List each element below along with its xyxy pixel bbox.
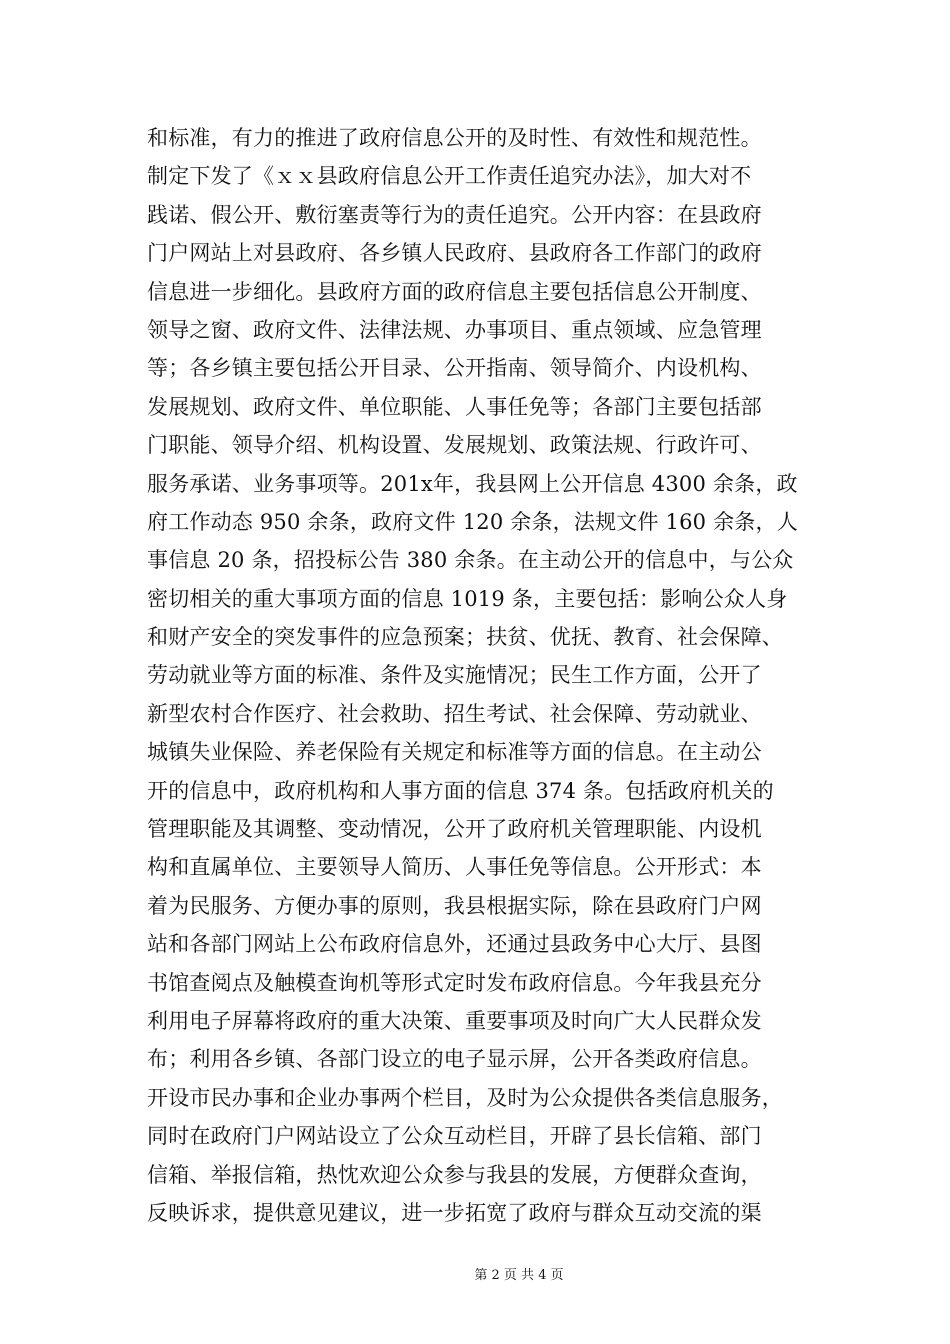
text-line: 书馆查阅点及触模查询机等形式定时发布政府信息。今年我县充分: [147, 970, 762, 995]
text-line: 劳动就业等方面的标准、条件及实施情况；民生工作方面，公开了: [147, 663, 762, 688]
text-line: 服务承诺、业务事项等。201x年，我县网上公开信息 4300 余条，政: [147, 471, 798, 496]
text-line: 信箱、举报信箱，热忱欢迎公众参与我县的发展，方便群众查询，: [147, 1162, 762, 1187]
text-line: 领导之窗、政府文件、法律法规、办事项目、重点领域、应急管理: [147, 317, 762, 342]
text-line: 府工作动态 950 余条，政府文件 120 余条，法规文件 160 余条，人: [147, 509, 798, 534]
text-line: 和财产安全的突发事件的应急预案；扶贫、优抚、教育、社会保障、: [147, 625, 783, 650]
page-number: 第 2 页 共 4 页: [474, 1268, 564, 1283]
text-line: 站和各部门网站上公布政府信息外，还通过县政务中心大厅、县图: [147, 932, 762, 957]
text-line: 门户网站上对县政府、各乡镇人民政府、县政府各工作部门的政府: [147, 241, 762, 266]
text-line: 管理职能及其调整、变动情况，公开了政府机关管理职能、内设机: [147, 817, 762, 842]
text-line: 信息进一步细化。县政府方面的政府信息主要包括信息公开制度、: [147, 279, 762, 304]
text-line: 门职能、领导介绍、机构设置、发展规划、政策法规、行政许可、: [147, 433, 762, 458]
text-line: 新型农村合作医疗、社会救助、招生考试、社会保障、劳动就业、: [147, 701, 762, 726]
text-line: 事信息 20 条，招投标公告 380 余条。在主动公开的信息中，与公众: [147, 548, 794, 573]
text-line: 着为民服务、方便办事的原则，我县根据实际，除在县政府门户网: [147, 893, 762, 918]
document-body: [147, 119, 807, 1232]
page-footer: [0, 1264, 950, 1283]
text-line: 构和直属单位、主要领导人简历、人事任免等信息。公开形式：本: [147, 855, 762, 880]
text-line: 布；利用各乡镇、各部门设立的电子显示屏，公开各类政府信息。: [147, 1047, 762, 1072]
text-line: 城镇失业保险、养老保险有关规定和标准等方面的信息。在主动公: [147, 740, 762, 765]
text-line: 践诺、假公开、敷衍塞责等行为的责任追究。公开内容：在县政府: [147, 202, 762, 227]
text-line: 制定下发了《ｘｘ县政府信息公开工作责任追究办法》，加大对不: [147, 164, 752, 189]
text-line: 开设市民办事和企业办事两个栏目，及时为公众提供各类信息服务，: [147, 1085, 783, 1110]
text-line: 同时在政府门户网站设立了公众互动栏目，开辟了县长信箱、部门: [147, 1124, 762, 1149]
text-line: 发展规划、政府文件、单位职能、人事任免等；各部门主要包括部: [147, 394, 762, 419]
text-line: 等；各乡镇主要包括公开目录、公开指南、领导简介、内设机构、: [147, 356, 762, 381]
text-line: 反映诉求，提供意见建议，进一步拓宽了政府与群众互动交流的渠: [147, 1200, 762, 1225]
text-line: 利用电子屏幕将政府的重大决策、重要事项及时向广大人民群众发: [147, 1008, 762, 1033]
text-line: 开的信息中，政府机构和人事方面的信息 374 条。包括政府机关的: [147, 778, 774, 803]
text-line: 和标准，有力的推进了政府信息公开的及时性、有效性和规范性。: [147, 126, 762, 150]
text-line: 密切相关的重大事项方面的信息 1019 条，主要包括：影响公众人身: [147, 586, 788, 611]
